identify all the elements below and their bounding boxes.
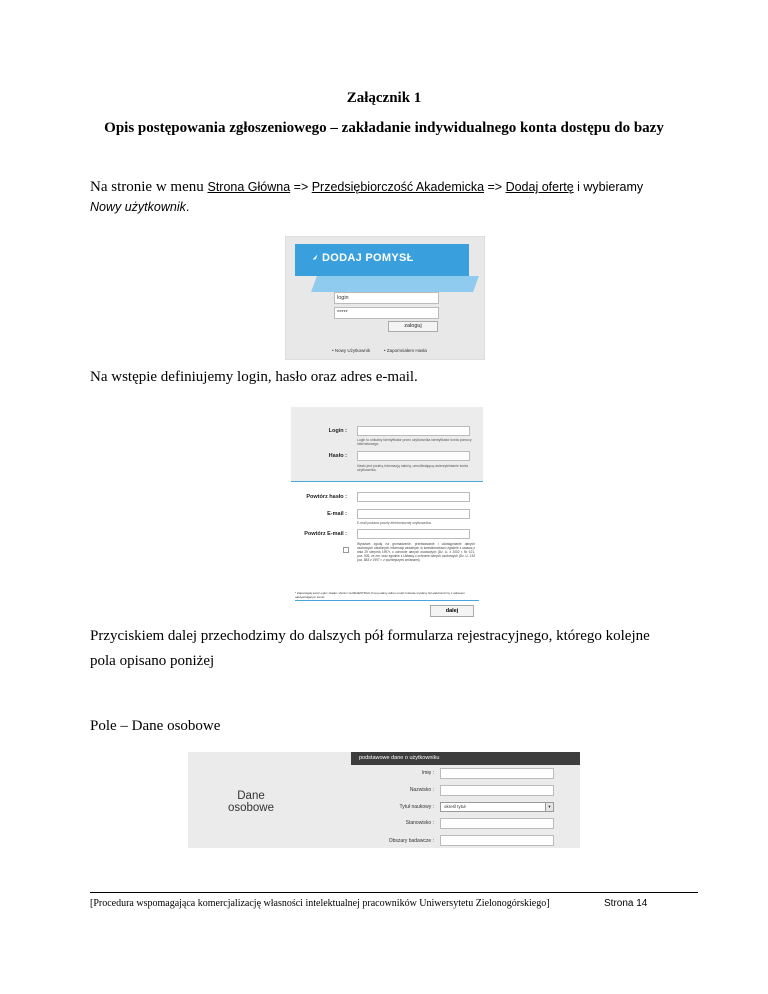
consent-text: Wyrażam zgodę na gromadzenie, przetwarzanie i udostępnianie danych osobowych ustalonych informacji zawartych w kwestionariuszu zgodnie z ustawą z dnia 29 sierpnia 1997r. o ochronie danych osobowych (Dz. U. z 2002 r. Nr 101, poz. 926, ze zm. oraz zgodnie z Ustawą o ochronie danych osobowych (Dz. U. 133 poz. 883 z 1997 r. z późniejszymi zmianami).: [357, 542, 475, 562]
repeat-password-label: Powtórz hasło :: [306, 494, 347, 500]
arrow-icon: [311, 253, 319, 261]
menu-link-entrepreneurship[interactable]: Przedsiębiorczość Akademicka: [311, 180, 485, 194]
chevron-down-icon[interactable]: ▼: [545, 803, 553, 811]
academic-title-label: Tytuł naukowy :: [399, 804, 434, 810]
repeat-email-input[interactable]: [357, 529, 470, 539]
reg-password-input[interactable]: [357, 451, 470, 461]
email-label: E-mail :: [327, 511, 347, 517]
paragraph-login-definition: Na wstępie definiujemy login, hasło oraz adres e-mail.: [90, 369, 418, 385]
banner-title: DODAJ POMYSŁ: [322, 252, 414, 264]
footer-divider: [90, 892, 698, 893]
password-input[interactable]: *****: [334, 307, 439, 319]
registration-screenshot: [291, 407, 483, 621]
academic-title-select[interactable]: [440, 802, 554, 812]
intro-prefix: Na stronie w menu: [90, 179, 208, 195]
consent-checkbox[interactable]: [343, 547, 349, 553]
login-hint: Login to unikalny identyfikator przez użytkownika identyfikator konta pomocy internetowego.: [357, 438, 472, 446]
first-name-input[interactable]: [440, 768, 554, 779]
page-number: Strona 14: [604, 898, 648, 909]
login-screenshot: [285, 236, 485, 360]
registration-note: * Zapamiętaj swój Login i Hasło i Zanim za REJESTRACJI na podany adres email zostanie wysłany list elektroniczny z adresem uaktywniającym konto.: [295, 592, 479, 601]
side-label-line-2: osobowe: [227, 802, 275, 814]
reg-login-input[interactable]: [357, 426, 470, 436]
repeat-password-input[interactable]: [357, 492, 470, 502]
side-label-line-1: Dane: [237, 790, 265, 802]
new-user-link[interactable]: • Nowy Użytkownik: [332, 348, 371, 353]
section-title-personal-data: Pole – Dane osobowe: [90, 718, 221, 734]
position-input[interactable]: [440, 818, 554, 829]
banner-shadow: [311, 276, 479, 292]
research-areas-input[interactable]: [440, 835, 554, 846]
personal-data-header: podstawowe dane o użytkowniku: [351, 752, 580, 765]
menu-arrow: =>: [290, 180, 312, 194]
login-button[interactable]: zaloguj: [388, 321, 438, 332]
intro-period: .: [185, 200, 190, 214]
position-label: Stanowisko :: [405, 820, 434, 826]
intro-paragraph-end: [90, 200, 189, 214]
paragraph-next-step: Przyciskiem dalej przechodzimy do dalszych pół formularza rejestracyjnego, którego kolejne: [90, 628, 650, 644]
password-hint: Hasło jest poufną informacją należą, umożliwiającą uwierzytelnianie konta użytkownika.: [357, 464, 469, 472]
email-hint: E-mail podana poczty elektronicznej użytkownika.: [357, 521, 432, 525]
email-input[interactable]: [357, 509, 470, 519]
footer-text: [Procedura wspomagająca komercjalizację własności intelektualnej pracowników Uniwersytetu Zielonogórskiego]: [90, 898, 550, 909]
document-heading: Opis postępowania zgłoszeniowego – zakładanie indywidualnego konta dostępu do bazy: [104, 120, 664, 136]
login-input[interactable]: login: [334, 292, 439, 304]
select-value: określ tytuł: [444, 804, 466, 809]
forgot-password-link[interactable]: • Zapomniałem Hasła: [384, 348, 427, 353]
last-name-label: Nazwisko :: [409, 787, 434, 793]
login-label: Login :: [328, 428, 347, 434]
research-areas-label: Obszary badawcze :: [388, 838, 434, 844]
personal-data-screenshot: [188, 752, 580, 848]
intro-paragraph: [90, 179, 643, 196]
paragraph-next-step-end: pola opisano poniżej: [90, 653, 215, 669]
repeat-email-label: Powtórz E-mail :: [304, 531, 347, 537]
new-user-item: Nowy użytkownik: [90, 200, 186, 214]
last-name-input[interactable]: [440, 785, 554, 796]
menu-link-home[interactable]: Strona Główna: [207, 180, 291, 194]
personal-data-side-label: [188, 790, 314, 814]
password-label: Hasło :: [328, 453, 347, 459]
next-button[interactable]: dalej: [430, 605, 474, 617]
intro-suffix: i wybieramy: [573, 180, 644, 194]
menu-link-add-offer[interactable]: Dodaj ofertę: [505, 180, 574, 194]
annex-title: Załącznik 1: [346, 90, 422, 106]
menu-arrow: =>: [484, 180, 506, 194]
first-name-label: Imię :: [421, 770, 434, 776]
